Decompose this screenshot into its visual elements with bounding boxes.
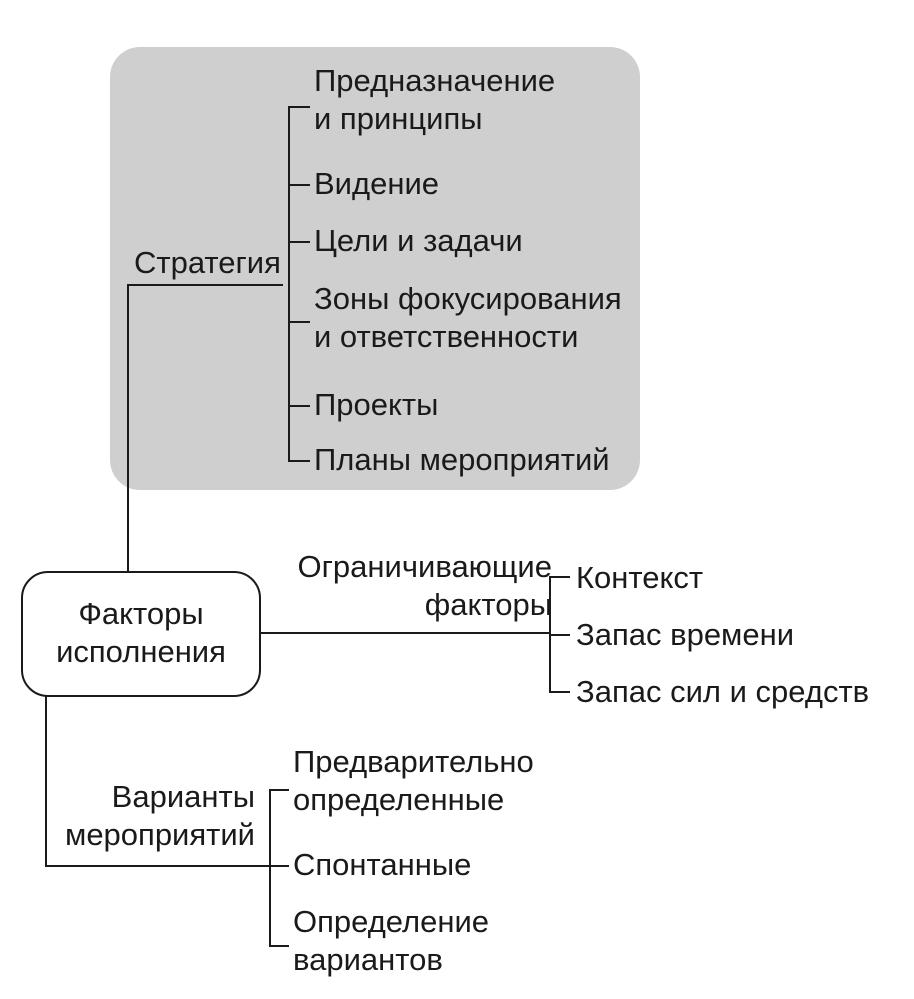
constraints-label [298,548,552,624]
strategy-item: Планы мероприятий [314,442,610,477]
strategy-item [314,280,622,356]
options-line1: Варианты [111,779,255,814]
strategy-item: Цели и задачи [314,223,523,258]
options-item-line1: Определение [293,904,490,939]
strategy-label: Стратегия [134,245,281,280]
strategy-item-line1: Зоны фокусирования [314,281,622,316]
options-item: Спонтанные [293,847,472,882]
constraints-line1: Ограничивающие [297,549,552,584]
strategy-item-line1: Предназначение [314,63,556,98]
bracket-options [270,790,289,946]
constraints-item: Контекст [576,560,704,595]
options-item-line2: определенные [293,782,505,817]
constraints-line2: факторы [424,587,552,622]
constraints-item: Запас сил и средств [576,674,870,709]
options-item [293,903,489,979]
strategy-item [314,62,555,138]
strategy-item: Проекты [314,387,439,422]
options-item-line1: Предварительно [293,744,534,779]
options-label [65,778,255,854]
center-line2: исполнения [56,634,226,669]
constraints-item: Запас времени [576,617,795,652]
strategy-item: Видение [314,166,439,201]
options-item-line2: вариантов [293,942,443,977]
strategy-item-line2: и ответственности [314,319,579,354]
center-line1: Факторы [78,596,204,631]
center-node [22,595,260,671]
options-line2: мероприятий [65,817,255,852]
options-item [293,743,534,819]
strategy-item-line2: и принципы [314,101,483,136]
